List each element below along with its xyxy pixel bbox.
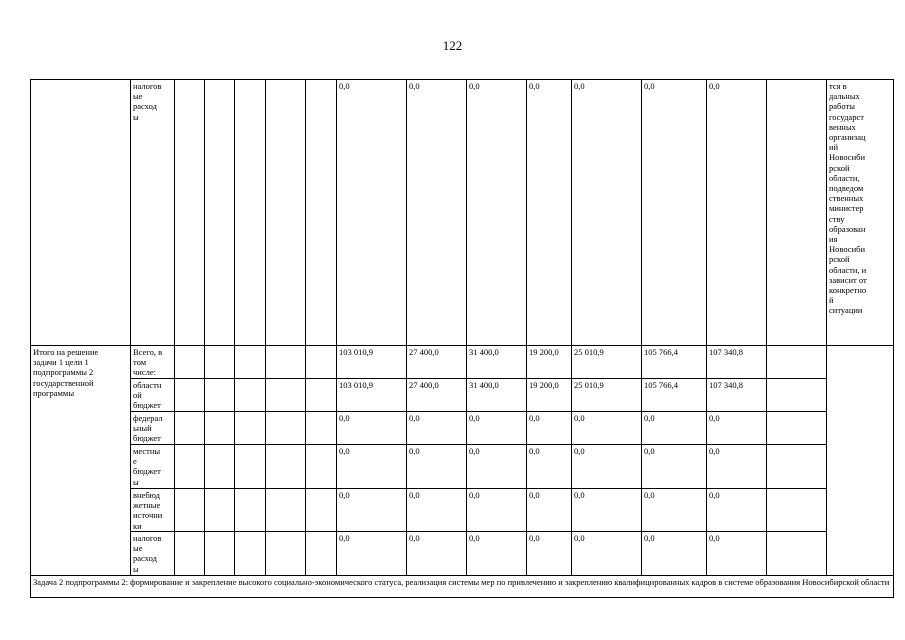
value-cell: 19 200,0 [527,379,572,412]
value-cell: 0,0 [642,412,707,445]
value-cell: 0,0 [707,412,767,445]
value-cell: 0,0 [337,532,407,576]
total-label: Итого на решение задачи 1 цели 1 подпрограммы 2 государственной программы [31,346,131,576]
value-cell: 0,0 [527,532,572,576]
table-row [31,346,894,379]
cell-empty [205,489,235,532]
cell-empty [235,412,266,445]
value-cell: 105 766,4 [642,346,707,379]
cell-empty [235,379,266,412]
value-cell: 0,0 [572,80,642,346]
value-cell: 107 340,8 [707,346,767,379]
cell-empty [175,532,205,576]
cell-empty [767,489,827,532]
source-cell: Всего, в том числе: [131,346,175,379]
value-cell: 0,0 [572,445,642,489]
value-cell: 0,0 [407,445,467,489]
cell-empty [306,489,337,532]
task-description: Задача 2 подпрограммы 2: формирование и закрепление высокого социально-экономического статуса, реализация системы мер по привлечению и закреплению квалифицированных кадров в системе образования Новосибирской области [31,576,894,598]
cell-empty [175,445,205,489]
note-cell-empty [827,346,894,576]
value-cell: 0,0 [467,445,527,489]
cell-empty [235,532,266,576]
cell-empty [306,445,337,489]
cell-empty [205,379,235,412]
cell-empty [205,346,235,379]
cell-empty [266,445,306,489]
value-cell: 0,0 [572,532,642,576]
cell-empty [205,445,235,489]
value-cell: 0,0 [527,80,572,346]
value-cell: 0,0 [337,412,407,445]
value-cell: 0,0 [337,445,407,489]
value-cell: 105 766,4 [642,379,707,412]
cell-empty [266,379,306,412]
table-row [31,532,894,576]
value-cell: 0,0 [467,489,527,532]
value-cell: 0,0 [642,445,707,489]
table-row [31,80,894,346]
cell-empty [306,379,337,412]
cell-empty [235,80,266,346]
source-cell: федерал ьный бюджет [131,412,175,445]
value-cell: 103 010,9 [337,379,407,412]
budget-table [30,79,894,598]
value-cell: 0,0 [707,445,767,489]
value-cell: 31 400,0 [467,346,527,379]
value-cell: 0,0 [407,80,467,346]
cell-empty [266,489,306,532]
cell-empty [205,412,235,445]
table-row [31,445,894,489]
value-cell: 103 010,9 [337,346,407,379]
cell-empty [306,346,337,379]
source-cell: налогов ые расход ы [131,532,175,576]
value-cell: 0,0 [407,489,467,532]
cell-empty [266,346,306,379]
cell-empty [235,346,266,379]
cell-empty [767,346,827,379]
value-cell: 25 010,9 [572,346,642,379]
source-cell: областн ой бюджет [131,379,175,412]
cell-empty [235,445,266,489]
cell-empty [306,80,337,346]
cell-empty [266,412,306,445]
value-cell: 0,0 [337,489,407,532]
cell-empty [175,346,205,379]
cell-empty [235,489,266,532]
cell-empty [205,532,235,576]
value-cell: 0,0 [707,80,767,346]
value-cell: 0,0 [572,412,642,445]
value-cell: 0,0 [707,532,767,576]
value-cell: 0,0 [467,80,527,346]
table-row [31,379,894,412]
cell-empty [306,532,337,576]
value-cell: 19 200,0 [527,346,572,379]
value-cell: 107 340,8 [707,379,767,412]
cell-empty [205,80,235,346]
cell-empty [175,80,205,346]
table-row [31,412,894,445]
cell-empty [767,412,827,445]
value-cell: 27 400,0 [407,346,467,379]
value-cell: 25 010,9 [572,379,642,412]
value-cell: 31 400,0 [467,379,527,412]
table-row [31,489,894,532]
cell-empty [767,379,827,412]
cell-empty [175,379,205,412]
value-cell: 0,0 [642,532,707,576]
cell-empty [266,80,306,346]
value-cell: 0,0 [707,489,767,532]
cell-empty [31,80,131,346]
source-cell: местны е бюджет ы [131,445,175,489]
source-cell: внебюд жетные источни ки [131,489,175,532]
value-cell: 27 400,0 [407,379,467,412]
value-cell: 0,0 [407,412,467,445]
source-cell: налогов ые расход ы [131,80,175,346]
cell-empty [767,80,827,346]
cell-empty [767,532,827,576]
cell-empty [767,445,827,489]
cell-empty [306,412,337,445]
cell-empty [266,532,306,576]
value-cell: 0,0 [467,532,527,576]
value-cell: 0,0 [642,489,707,532]
value-cell: 0,0 [527,489,572,532]
note-cell: тся в дальных работы государст венных организац ий Новосиби рской области, подведом ственных министер ству образован ия Новосиби рской области, и зависит от конкретно й ситуации [827,80,894,346]
value-cell: 0,0 [527,445,572,489]
cell-empty [175,489,205,532]
value-cell: 0,0 [467,412,527,445]
value-cell: 0,0 [572,489,642,532]
value-cell: 0,0 [337,80,407,346]
cell-empty [175,412,205,445]
task-row [31,576,894,598]
value-cell: 0,0 [407,532,467,576]
value-cell: 0,0 [642,80,707,346]
page-number: 122 [442,38,463,53]
value-cell: 0,0 [527,412,572,445]
